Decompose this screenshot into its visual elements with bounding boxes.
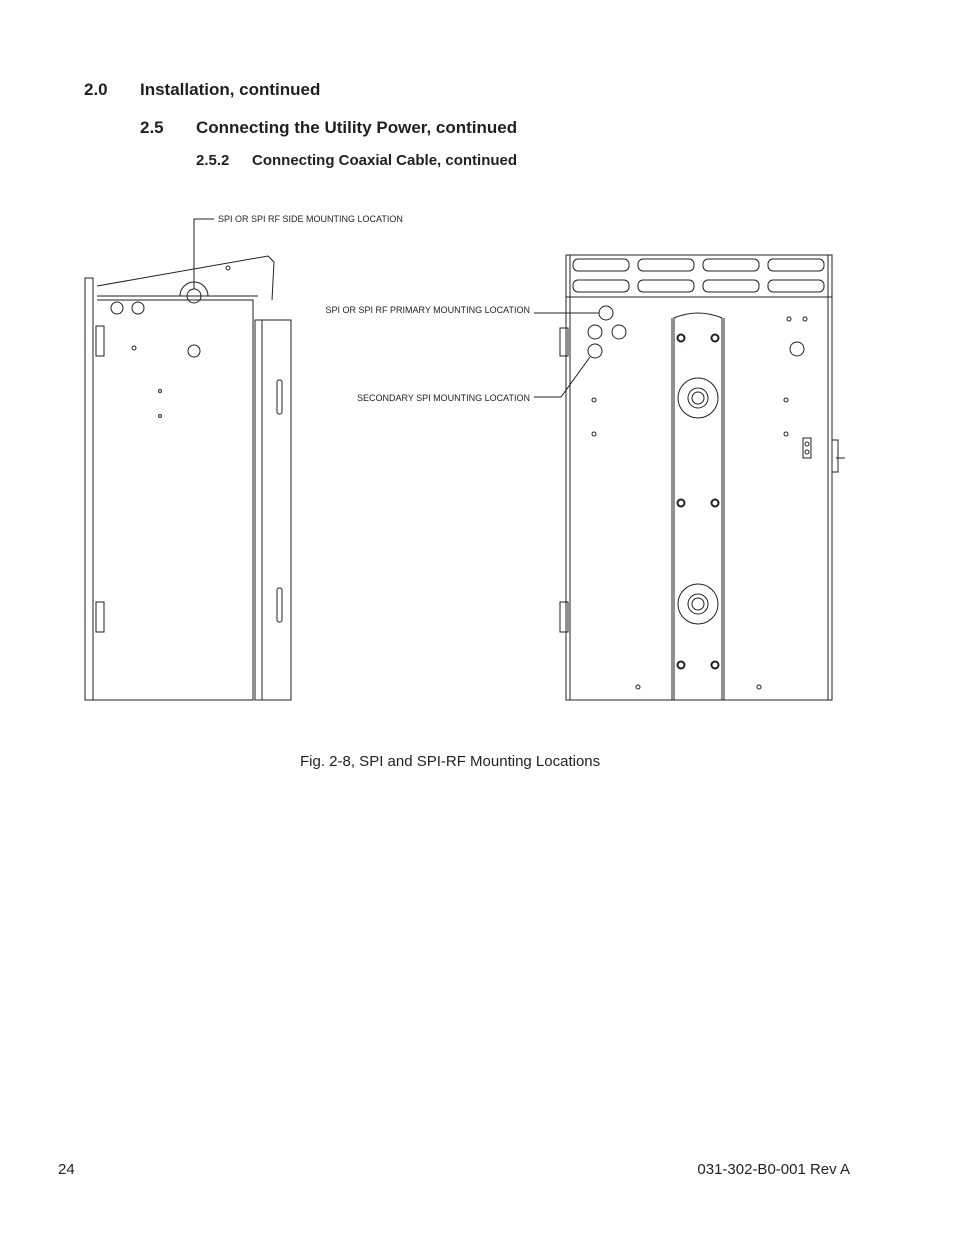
side-callout-label: SPI OR SPI RF SIDE MOUNTING LOCATION (218, 214, 403, 224)
subsection-heading (140, 118, 517, 138)
side-callout-leader (194, 219, 214, 289)
mounting-locations-figure (0, 190, 954, 720)
secondary-callout-label: SECONDARY SPI MOUNTING LOCATION (356, 393, 530, 403)
section-number: 2.0 (84, 80, 108, 99)
section-heading (84, 80, 320, 100)
page-number: 24 (58, 1161, 75, 1178)
document-id: 031-302-B0-001 Rev A (697, 1161, 850, 1178)
front-view-enclosure (560, 255, 845, 700)
side-view-enclosure (85, 256, 291, 700)
subsection-title: Connecting the Utility Power, continued (196, 118, 518, 137)
figure-caption: Fig. 2-8, SPI and SPI-RF Mounting Locations (300, 753, 601, 770)
primary-mount-hole (599, 306, 613, 320)
section-title: Installation, continued (140, 80, 321, 99)
subsubsection-title: Connecting Coaxial Cable, continued (252, 152, 518, 169)
subsubsection-heading (196, 152, 517, 169)
subsubsection-number: 2.5.2 (196, 152, 230, 169)
secondary-mount-hole (588, 344, 602, 358)
secondary-callout-leader (534, 357, 590, 397)
primary-callout-label: SPI OR SPI RF PRIMARY MOUNTING LOCATION (325, 305, 530, 315)
subsection-number: 2.5 (140, 118, 164, 137)
